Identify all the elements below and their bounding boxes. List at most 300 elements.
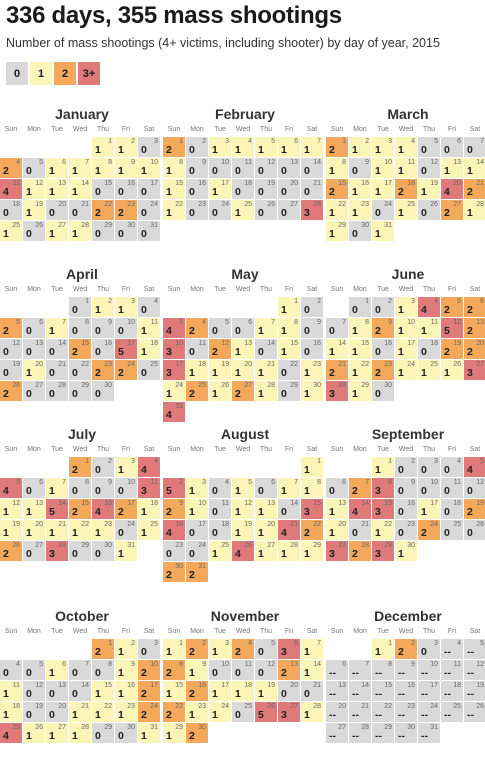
day-cell [326,318,348,338]
shooting-count: 1 [304,709,310,721]
day-cell [232,681,254,701]
day-cell [395,339,417,359]
shooting-count: -- [444,667,451,679]
shooting-count: 3 [467,367,473,379]
day-number: 25 [150,521,158,528]
day-number: 27 [244,382,252,389]
day-number: 12 [476,661,484,668]
day-number: 12 [12,340,20,347]
shooting-count: -- [375,667,382,679]
shooting-count: 1 [258,548,264,560]
shooting-count: 1 [26,207,32,219]
day-cell [92,478,114,498]
shooting-count: 0 [49,207,55,219]
day-cell [372,541,394,561]
day-number: 26 [267,703,275,710]
day-number: 20 [290,180,298,187]
day-cell [0,520,22,540]
shooting-count: 2 [189,730,195,742]
shooting-count: 1 [141,325,147,337]
day-number: 25 [198,382,206,389]
shooting-count: 4 [444,186,450,198]
shooting-count: 2 [375,367,381,379]
day-number: 1 [388,640,392,647]
shooting-count: 1 [166,186,172,198]
day-number: 22 [361,361,369,368]
shooting-count: 2 [467,325,473,337]
day-cell [138,297,160,317]
day-cell [395,137,417,157]
day-number: 12 [35,180,43,187]
shooting-count: 4 [166,527,172,539]
day-cell [372,318,394,338]
day-cell [395,318,417,338]
weekday-label: Sun [330,628,344,635]
day-number: 24 [127,521,135,528]
shooting-count: 1 [189,485,195,497]
weekday-label: Sat [469,446,481,453]
day-cell [115,339,137,359]
day-number: 14 [313,661,321,668]
shooting-count: 1 [258,325,264,337]
day-cell [69,723,91,743]
day-number: 26 [12,382,20,389]
day-number: 3 [225,138,229,145]
day-cell [115,457,137,477]
day-cell [23,499,45,519]
day-number: 2 [131,138,135,145]
day-number: 9 [131,661,135,668]
day-cell [278,360,300,380]
day-number: 4 [457,640,461,647]
day-cell [46,339,68,359]
shooting-count: 0 [235,165,241,177]
shooting-count: 2 [212,346,218,358]
day-cell [418,360,440,380]
day-number: 8 [179,661,183,668]
day-number: 31 [430,724,438,731]
day-cell [186,158,208,178]
day-cell [163,200,185,220]
day-number: 10 [407,319,415,326]
day-number: 3 [179,319,183,326]
day-number: 18 [150,340,158,347]
day-number: 17 [127,340,135,347]
day-number: 8 [108,159,112,166]
day-number: 21 [361,703,369,710]
shooting-count: 0 [26,709,32,721]
shooting-count: 3 [375,548,381,560]
shooting-count: 0 [3,367,9,379]
day-number: 15 [338,180,346,187]
day-cell [186,702,208,722]
day-cell [326,179,348,199]
shooting-count: -- [398,688,405,700]
shooting-count: 2 [166,144,172,156]
day-number: 6 [39,319,43,326]
day-number: 25 [150,361,158,368]
day-number: 28 [58,542,66,549]
day-cell [46,381,68,401]
day-cell [418,478,440,498]
shooting-count: 1 [141,527,147,539]
day-cell [0,478,22,498]
day-number: 1 [365,298,369,305]
day-number: 19 [244,521,252,528]
shooting-count: 1 [421,325,427,337]
shooting-count: 2 [467,506,473,518]
day-cell [138,158,160,178]
day-cell [163,318,185,338]
day-cell [23,541,45,561]
day-cell [69,478,91,498]
shooting-count: 1 [258,506,264,518]
day-cell [69,541,91,561]
shooting-count: 2 [141,688,147,700]
day-number: 5 [16,319,20,326]
day-number: 3 [131,298,135,305]
day-cell [441,681,463,701]
shooting-count: -- [375,688,382,700]
shooting-count: 1 [352,388,358,400]
shooting-count: 0 [26,346,32,358]
shooting-count: 1 [118,548,124,560]
day-number: 14 [338,340,346,347]
shooting-count: 2 [118,207,124,219]
weekday-label: Thu [96,628,110,635]
day-number: 23 [175,542,183,549]
shooting-count: 1 [166,388,172,400]
weekday-label: Tue [51,126,63,133]
day-number: 11 [150,319,158,326]
day-number: 13 [244,340,252,347]
shooting-count: 0 [95,667,101,679]
day-number: 2 [202,138,206,145]
day-cell [138,660,160,680]
day-number: 13 [338,682,346,689]
shooting-count: 1 [398,367,404,379]
shooting-count: 1 [235,485,241,497]
weekday-label: Fri [447,126,457,133]
day-cell [138,478,160,498]
day-number: 19 [267,682,275,689]
shooting-count: 0 [212,667,218,679]
day-cell [115,318,137,338]
day-number: 5 [225,319,229,326]
day-number: 17 [198,521,206,528]
shooting-count: 1 [329,346,335,358]
day-cell [0,723,22,743]
day-number: 4 [248,640,252,647]
shooting-count: 0 [421,464,427,476]
shooting-count: 2 [189,569,195,581]
day-cell [163,499,185,519]
day-number: 13 [35,500,43,507]
day-cell [418,200,440,220]
day-number: 22 [81,361,89,368]
day-number: 31 [150,724,158,731]
day-cell [395,360,417,380]
day-cell [278,158,300,178]
shooting-count: 1 [444,367,450,379]
day-number: 1 [179,138,183,145]
shooting-count: 0 [421,165,427,177]
day-cell [163,339,185,359]
day-number: 22 [290,361,298,368]
day-number: 2 [131,640,135,647]
day-number: 26 [35,222,43,229]
day-cell [441,137,463,157]
day-number: 7 [365,479,369,486]
day-cell [301,381,323,401]
shooting-count: 1 [304,388,310,400]
day-number: 24 [198,542,206,549]
day-cell [395,541,417,561]
day-cell [349,179,371,199]
day-cell [138,723,160,743]
shooting-count: 2 [95,646,101,658]
day-number: 10 [127,319,135,326]
weekday-label: Tue [377,286,389,293]
day-number: 31 [198,563,206,570]
day-number: 27 [338,724,346,731]
weekday-label: Thu [422,286,436,293]
day-cell [464,520,485,540]
day-number: 23 [127,703,135,710]
shooting-count: 0 [141,304,147,316]
shooting-count: -- [329,709,336,721]
day-number: 25 [12,222,20,229]
shooting-count: 1 [3,506,9,518]
weekday-label: Mon [353,126,367,133]
day-cell [301,200,323,220]
day-cell [0,221,22,241]
shooting-count: 2 [3,388,9,400]
day-cell [372,339,394,359]
day-number: 8 [294,319,298,326]
shooting-count: -- [467,646,474,658]
shooting-count: 0 [212,325,218,337]
day-cell [395,457,417,477]
day-cell [92,360,114,380]
day-number: 13 [290,159,298,166]
shooting-count: 1 [26,367,32,379]
day-cell [418,297,440,317]
day-cell [92,137,114,157]
day-number: 16 [384,340,392,347]
day-cell [301,702,323,722]
shooting-count: 0 [166,548,172,560]
day-number: 15 [175,682,183,689]
shooting-count: -- [444,709,451,721]
day-cell [92,318,114,338]
day-number: 19 [267,180,275,187]
day-cell [278,478,300,498]
shooting-count: 1 [189,506,195,518]
day-number: 8 [388,479,392,486]
day-number: 30 [384,382,392,389]
shooting-count: -- [421,688,428,700]
shooting-count: 4 [166,325,172,337]
weekday-label: Wed [72,286,88,293]
day-cell [372,360,394,380]
day-number: 15 [81,340,89,347]
day-cell [349,381,371,401]
day-number: 11 [198,340,206,347]
day-number: 23 [407,703,415,710]
shooting-count: 0 [375,304,381,316]
day-cell [326,723,348,743]
day-cell [186,499,208,519]
day-cell [186,541,208,561]
day-cell [115,702,137,722]
day-cell [441,297,463,317]
day-number: 22 [81,521,89,528]
day-cell [115,221,137,241]
shooting-count: 1 [352,325,358,337]
shooting-count: 1 [304,464,310,476]
shooting-count: 0 [212,527,218,539]
day-number: 9 [365,159,369,166]
day-number: 15 [384,500,392,507]
day-cell [0,499,22,519]
day-number: 5 [480,458,484,465]
day-cell [395,681,417,701]
weekday-label: Tue [214,628,226,635]
day-cell [209,520,231,540]
day-number: 26 [12,542,20,549]
day-number: 24 [430,521,438,528]
day-number: 28 [81,222,89,229]
day-number: 4 [225,479,229,486]
shooting-count: 2 [189,646,195,658]
shooting-count: 1 [49,527,55,539]
shooting-count: 1 [398,144,404,156]
weekday-label: Mon [353,286,367,293]
day-number: 18 [221,521,229,528]
day-number: 7 [317,138,321,145]
day-cell [209,360,231,380]
day-number: 20 [35,521,43,528]
month-name: December [374,608,442,624]
day-cell [278,702,300,722]
month-may [163,266,327,421]
month-june [326,266,485,416]
day-cell [255,179,277,199]
shooting-count: 2 [189,388,195,400]
shooting-count: 0 [95,388,101,400]
shooting-count: 1 [258,388,264,400]
weekday-label: Mon [190,628,204,635]
day-cell [301,457,323,477]
shooting-count: 1 [49,667,55,679]
shooting-count: 3 [329,388,335,400]
day-number: 14 [476,159,484,166]
day-cell [349,681,371,701]
day-number: 15 [104,682,112,689]
shooting-count: 0 [141,186,147,198]
day-number: 8 [317,479,321,486]
day-number: 7 [62,479,66,486]
day-cell [349,478,371,498]
day-number: 14 [361,500,369,507]
day-number: 23 [407,521,415,528]
weekday-label: Thu [422,628,436,635]
day-cell [349,723,371,743]
day-cell [115,681,137,701]
shooting-count: 0 [304,186,310,198]
shooting-count: 0 [141,207,147,219]
day-number: 23 [198,201,206,208]
shooting-count: 0 [118,186,124,198]
shooting-count: 1 [72,709,78,721]
day-cell [46,681,68,701]
day-cell [23,723,45,743]
shooting-count: 0 [212,207,218,219]
shooting-count: 0 [3,346,9,358]
day-cell [46,541,68,561]
day-number: 26 [476,703,484,710]
day-number: 22 [384,521,392,528]
day-cell [441,200,463,220]
shooting-count: 0 [72,367,78,379]
weekday-label: Mon [190,446,204,453]
day-number: 30 [104,542,112,549]
day-cell [69,221,91,241]
day-number: 6 [294,640,298,647]
day-cell [232,639,254,659]
shooting-count: 0 [421,485,427,497]
month-april [0,266,164,416]
day-number: 29 [290,382,298,389]
shooting-count: 1 [352,144,358,156]
day-number: 11 [453,661,461,668]
day-number: 2 [365,138,369,145]
weekday-label: Sun [4,628,18,635]
day-cell [186,562,208,582]
shooting-count: -- [398,730,405,742]
day-number: 25 [244,201,252,208]
shooting-count: 0 [212,485,218,497]
day-number: 30 [198,724,206,731]
shooting-count: 0 [304,688,310,700]
day-cell [115,179,137,199]
day-cell [278,681,300,701]
day-number: 23 [104,361,112,368]
shooting-count: 4 [421,304,427,316]
weekday-label: Wed [72,446,88,453]
shooting-count: 1 [421,186,427,198]
day-number: 4 [434,298,438,305]
shooting-count: 2 [352,485,358,497]
shooting-count: 3 [304,207,310,219]
day-number: 2 [108,298,112,305]
day-cell [232,158,254,178]
day-cell [46,478,68,498]
shooting-count: 1 [258,144,264,156]
day-number: 19 [35,201,43,208]
day-cell [186,723,208,743]
day-number: 28 [313,201,321,208]
day-cell [163,478,185,498]
day-cell [23,681,45,701]
legend-swatch-0: 0 [6,62,28,85]
day-number: 26 [430,201,438,208]
shooting-count: 1 [72,186,78,198]
day-cell [186,381,208,401]
shooting-count: 3 [166,367,172,379]
day-number: 12 [267,159,275,166]
